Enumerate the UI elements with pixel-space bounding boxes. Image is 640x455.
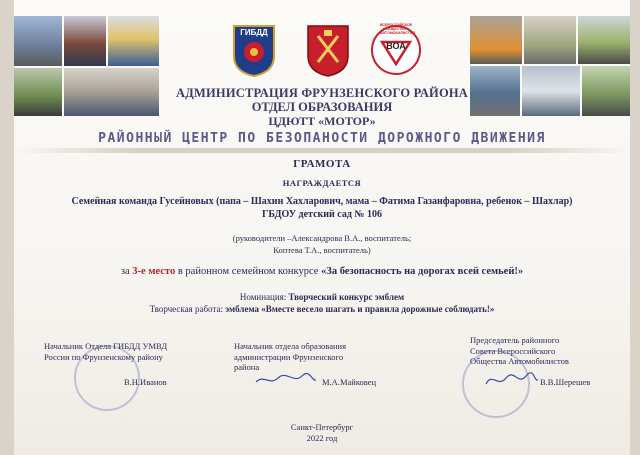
certificate-title: ГРАМОТА [293,158,351,170]
footer-city: Санкт-Петербург [290,422,354,432]
handwritten-signature-voa [484,370,540,390]
nomination-label: Номинация: [239,292,289,302]
signature-title-line-1: Начальник отдела образования [234,341,346,351]
signature-title-line-2: России по Фрунзенскому району [44,351,163,362]
nomination [14,292,630,302]
header-administration: АДМИНИСТРАЦИЯ ФРУНЗЕНСКОГО РАЙОНА [175,86,469,100]
gibdd-emblem [230,22,278,78]
place-middle: в районном семейном конкурсе [175,266,322,277]
signature-title-line-3: района [234,362,260,372]
contest-name: «За безопасность на дорогах всей семьей!» [321,266,524,277]
photo-lesson [524,16,576,64]
photo-kids [108,16,159,66]
signature-name-voa: В.В.Шерешев [540,377,591,387]
voa-emblem-ring-text: ВСЕРОССИЙСКОЕ ОБЩЕСТВО АВТОМОБИЛИСТОВ [380,23,416,35]
leaders-line-2: Коптева Т.А., воспитатель) [273,245,371,255]
work-value: эмблема «Вместе весело шагать и правила дорожные соблюдать!» [225,304,495,314]
signature-title-line-1: Начальник Отдела ГИБДД УМВД [44,341,168,351]
awardee-team: Семейная команда Гусейновых (папа – Шахин Хахларович, мама – Фатима Газанфаровна, ребенок – Шахлар) [71,196,573,207]
photo-patrol [578,16,630,64]
signature-block-gibdd [44,341,167,362]
header-department: ОТДЕЛ ОБРАЗОВАНИЯ [251,100,393,114]
awardee-school: ГБДОУ детский сад № 106 [262,209,382,220]
signature-name-gibdd: В.Н.Иванов [124,377,167,387]
voa-emblem-label: ВОА [386,41,406,51]
handwritten-signature-education [254,372,318,388]
voa-emblem [370,22,422,78]
creative-work [14,304,630,314]
place-highlight: 3-е место [132,266,176,277]
photo-cones [470,16,522,64]
signature-title-line-3: Общества Автомобилистов [470,356,569,366]
awarded-label: НАГРАЖДАЕТСЯ [282,178,362,188]
signature-title-line-1: Председатель районного [470,335,560,345]
signature-block-education [234,341,346,373]
footer [14,422,630,443]
signature-title-line-2: Совета Всероссийского [470,345,556,356]
photo-street [14,16,62,66]
signature-name-education: М.А.Майковец [322,377,377,387]
footer-year: 2022 год [306,432,338,443]
divider [14,148,630,153]
signature-title-line-2: администрации Фрунзенского [234,351,344,362]
place-prefix: за [120,266,133,277]
gibdd-emblem-label: ГИБДД [240,28,268,37]
work-label: Творческая работа: [149,304,226,314]
header-road-safety-center: РАЙОННЫЙ ЦЕНТР ПО БЕЗОПАНОСТИ ДОРОЖНОГО ДВИЖЕНИЯ [98,131,546,146]
leaders-line-1: (руководители –Александрова В.А., воспитатель; [232,233,412,243]
coat-of-arms [304,22,352,78]
award-place [14,266,630,277]
header-center: ЦДЮТТ «МОТОР» [268,114,376,128]
signature-block-voa [470,335,569,367]
nomination-value: Творческий конкурс эмблем [288,292,405,302]
photo-officer [64,16,106,66]
